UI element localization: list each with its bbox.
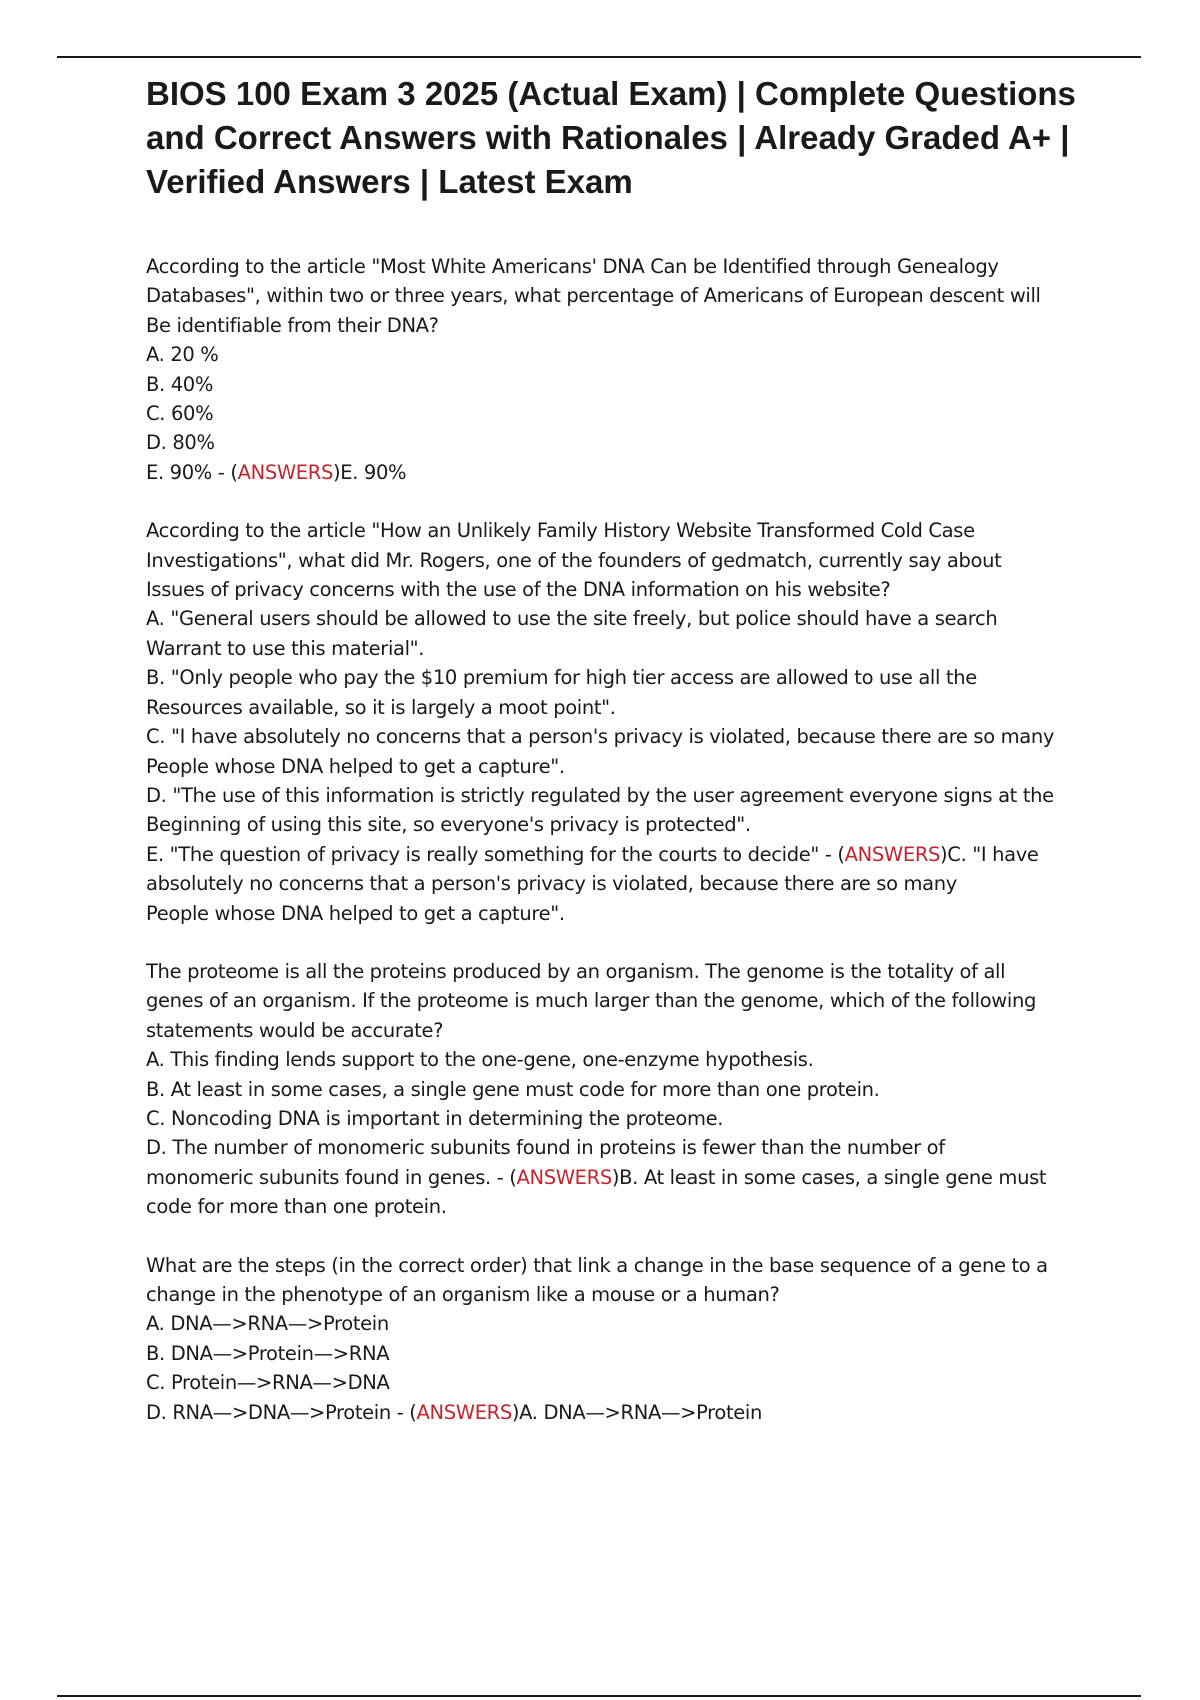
last-option-text: D. RNA—>DNA—>Protein - (	[146, 1400, 417, 1424]
option-line: D. "The use of this information is strictly regulated by the user agreement everyone signs at the	[146, 783, 1054, 807]
document-title: BIOS 100 Exam 3 2025 (Actual Exam) | Complete Questions and Correct Answers with Rationales | Already Graded A+ | Verified Answers | Latest Exam	[146, 75, 1076, 200]
question-stem-line: Investigations", what did Mr. Rogers, one of the founders of gedmatch, currently say about	[146, 548, 1002, 572]
option-line: B. 40%	[146, 372, 214, 396]
option-line: D. 80%	[146, 431, 215, 455]
question-stem-line: The proteome is all the proteins produced by an organism. The genome is the totality of all	[146, 959, 1006, 983]
question-stem-line: change in the phenotype of an organism like a mouse or a human?	[146, 1283, 780, 1306]
option-line: C. Noncoding DNA is important in determining the proteome.	[146, 1106, 724, 1130]
document-body	[146, 72, 1118, 1456]
option-line: C. 60%	[146, 402, 214, 426]
option-line: B. "Only people who pay the $10 premium for high tier access are allowed to use all the	[146, 666, 977, 690]
option-line: Resources available, so it is largely a moot point".	[146, 695, 616, 719]
question-stem-line: Issues of privacy concerns with the use of the DNA information on his website?	[146, 578, 891, 602]
question-stem-line: statements would be accurate?	[146, 1018, 444, 1042]
answer-text: )E. 90%	[333, 460, 407, 484]
option-line: C. "I have absolutely no concerns that a person's privacy is violated, because there are so many	[146, 725, 1055, 749]
answer-text: )B. At least in some cases, a single gene must	[611, 1165, 1047, 1189]
answer-line	[146, 458, 1118, 487]
answer-continuation-line: code for more than one protein.	[146, 1195, 447, 1219]
option-line: C. Protein—>RNA—>DNA	[146, 1371, 390, 1395]
question-block-1	[146, 252, 1118, 487]
answer-marker: ANSWERS	[844, 842, 941, 866]
question-block-2	[146, 516, 1118, 928]
option-line: B. DNA—>Protein—>RNA	[146, 1341, 390, 1365]
option-line: People whose DNA helped to get a capture".	[146, 754, 565, 778]
question-stem-line: genes of an organism. If the proteome is much larger than the genome, which of the following	[146, 989, 1036, 1013]
option-line: Beginning of using this site, so everyone's privacy is protected".	[146, 813, 751, 837]
question-block-3	[146, 957, 1118, 1222]
option-line: A. DNA—>RNA—>Protein	[146, 1312, 389, 1336]
option-line: B. At least in some cases, a single gene must code for more than one protein.	[146, 1077, 880, 1101]
bottom-rule	[57, 1695, 1141, 1697]
option-line: A. This finding lends support to the one-gene, one-enzyme hypothesis.	[146, 1048, 814, 1072]
last-option-text: monomeric subunits found in genes. - (	[146, 1165, 517, 1189]
answer-continuation-line: absolutely no concerns that a person's privacy is violated, because there are so many	[146, 872, 957, 896]
option-line: A. 20 %	[146, 343, 219, 367]
question-stem-line: Databases", within two or three years, what percentage of Americans of European descent will	[146, 284, 1041, 308]
answer-marker: ANSWERS	[237, 460, 333, 484]
option-line: A. "General users should be allowed to use the site freely, but police should have a search	[146, 607, 998, 631]
answer-line	[146, 840, 1118, 869]
answer-marker: ANSWERS	[516, 1165, 612, 1189]
question-block-4	[146, 1251, 1118, 1427]
question-stem-line: According to the article "How an Unlikely Family History Website Transformed Cold Case	[146, 519, 975, 543]
answer-marker: ANSWERS	[416, 1400, 512, 1424]
answer-text: )C. "I have	[940, 842, 1039, 866]
top-rule	[57, 56, 1141, 58]
answer-line	[146, 1398, 1118, 1427]
last-option-text: E. "The question of privacy is really something for the courts to decide" - (	[146, 842, 845, 866]
question-stem-line: According to the article "Most White Americans' DNA Can be Identified through Genealogy	[146, 255, 999, 278]
answer-continuation-line: People whose DNA helped to get a capture".	[146, 901, 565, 925]
answer-line	[146, 1163, 1118, 1192]
option-line: Warrant to use this material".	[146, 636, 425, 660]
question-stem-line: Be identifiable from their DNA?	[146, 313, 439, 337]
last-option-text: E. 90% - (	[146, 460, 238, 484]
answer-text: )A. DNA—>RNA—>Protein	[511, 1400, 763, 1424]
option-line: D. The number of monomeric subunits found in proteins is fewer than the number of	[146, 1136, 945, 1160]
question-stem-line: What are the steps (in the correct order) that link a change in the base sequence of a gene to a	[146, 1253, 1048, 1277]
